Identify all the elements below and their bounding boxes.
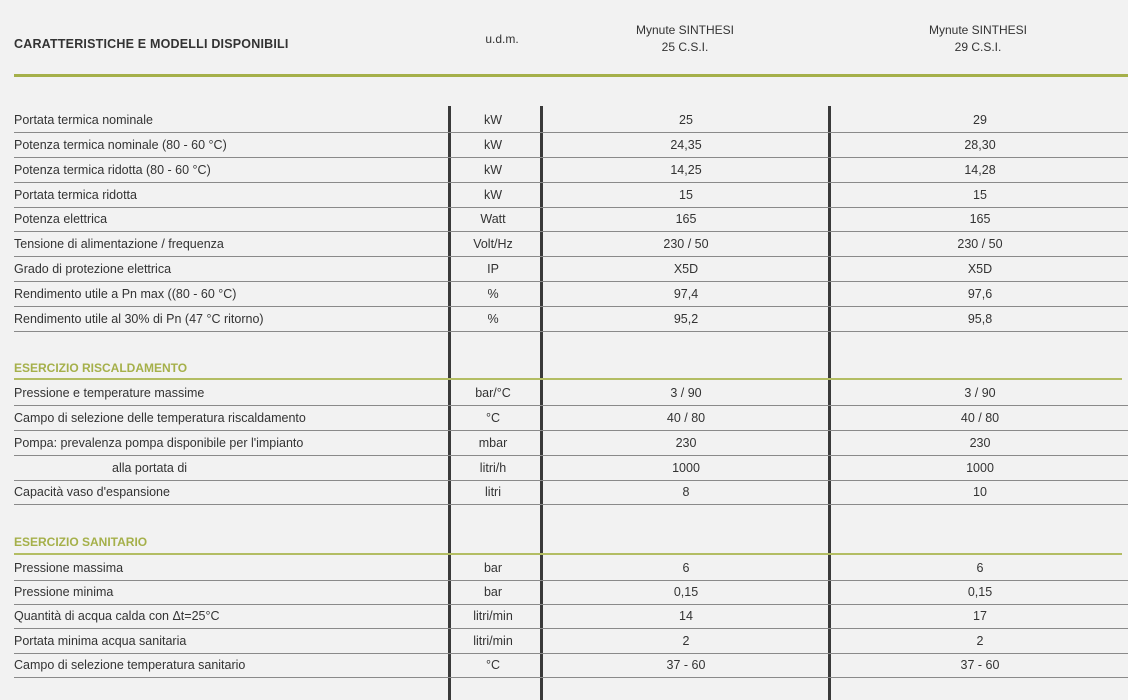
row-value-model2: 3 / 90 — [964, 386, 996, 400]
row-value-model2: 15 — [973, 188, 987, 202]
row-value-model1: 14,25 — [670, 163, 702, 177]
table-row — [14, 282, 1128, 307]
table-row — [14, 406, 1128, 431]
row-value-model1: 37 - 60 — [666, 658, 706, 672]
row-value-model2: 6 — [976, 561, 984, 575]
row-value-model2: 1000 — [966, 461, 994, 475]
row-label: Pompa: prevalenza pompa disponibile per l'impianto — [14, 436, 304, 450]
row-label: Quantità di acqua calda con Δt=25°C — [14, 609, 220, 623]
table-row — [14, 431, 1128, 456]
row-value-model1: 40 / 80 — [666, 411, 706, 425]
row-value-model2: 97,6 — [967, 287, 993, 301]
row-value-model1: 6 — [682, 561, 690, 575]
row-value-model2: 0,15 — [967, 585, 993, 599]
row-value-model1: 15 — [679, 188, 693, 202]
section-title-sanitary: ESERCIZIO SANITARIO — [14, 535, 148, 549]
row-value-model1: 3 / 90 — [670, 386, 702, 400]
row-label: Rendimento utile a Pn max ((80 - 60 °C) — [14, 287, 237, 301]
row-unit: litri/min — [473, 609, 513, 623]
row-unit: Volt/Hz — [473, 237, 513, 251]
row-label: Rendimento utile al 30% di Pn (47 °C ritorno) — [14, 312, 264, 326]
row-unit: bar — [483, 561, 503, 575]
row-unit: bar — [483, 585, 503, 599]
table-row — [14, 183, 1128, 208]
table-row — [14, 556, 1128, 581]
table-row — [14, 158, 1128, 183]
row-value-model2: 230 — [969, 436, 991, 450]
row-label: Tensione di alimentazione / frequenza — [14, 237, 224, 251]
row-unit: IP — [487, 262, 499, 276]
row-label: alla portata di — [112, 461, 188, 475]
row-label: Pressione e temperature massime — [14, 386, 205, 400]
row-value-model1: 2 — [682, 634, 690, 648]
row-value-model2: 37 - 60 — [960, 658, 1000, 672]
row-value-model1: 0,15 — [673, 585, 699, 599]
row-value-model1: 25 — [679, 113, 693, 127]
row-value-model2: 17 — [973, 609, 987, 623]
row-value-model2: 10 — [973, 485, 987, 499]
row-value-model1: 165 — [675, 212, 697, 226]
row-label: Potenza elettrica — [14, 212, 108, 226]
row-unit: °C — [485, 658, 501, 672]
table-row — [14, 133, 1128, 158]
row-unit: Watt — [480, 212, 506, 226]
row-value-model2: 230 / 50 — [957, 237, 1003, 251]
table-title: CARATTERISTICHE E MODELLI DISPONIBILI — [14, 37, 289, 51]
row-value-model1: 14 — [679, 609, 693, 623]
row-unit: kW — [483, 113, 503, 127]
udm-header: u.d.m. — [485, 32, 519, 46]
row-value-model1: 1000 — [672, 461, 700, 475]
row-value-model1: 24,35 — [670, 138, 702, 152]
row-label: Pressione minima — [14, 585, 114, 599]
section-title-heating: ESERCIZIO RISCALDAMENTO — [14, 361, 188, 375]
row-value-model1: 95,2 — [673, 312, 699, 326]
table-row — [14, 653, 1128, 678]
header-divider — [14, 74, 1128, 77]
model1-code: 25 C.S.I. — [661, 40, 709, 54]
row-unit: % — [487, 287, 499, 301]
table-row — [14, 232, 1128, 257]
model1-header — [540, 22, 830, 56]
row-unit: mbar — [478, 436, 508, 450]
table-row — [14, 604, 1128, 629]
row-label: Grado di protezione elettrica — [14, 262, 172, 276]
row-unit: bar/°C — [475, 386, 511, 400]
model1-name: Mynute SINTHESI — [635, 23, 735, 37]
row-unit: kW — [483, 163, 503, 177]
row-value-model2: 40 / 80 — [960, 411, 1000, 425]
row-value-model2: X5D — [967, 262, 993, 276]
model2-name: Mynute SINTHESI — [928, 23, 1028, 37]
table-row — [14, 381, 1128, 406]
table-row — [14, 580, 1128, 605]
row-unit: litri/min — [473, 634, 513, 648]
row-unit: kW — [483, 188, 503, 202]
row-unit: °C — [485, 411, 501, 425]
row-value-model1: X5D — [673, 262, 699, 276]
table-row — [14, 456, 1128, 481]
row-unit: litri/h — [479, 461, 507, 475]
row-label: Portata termica ridotta — [14, 188, 137, 202]
model2-header — [830, 22, 1126, 56]
row-value-model1: 97,4 — [673, 287, 699, 301]
row-value-model2: 95,8 — [967, 312, 993, 326]
row-value-model2: 28,30 — [964, 138, 996, 152]
table-row — [14, 257, 1128, 282]
row-value-model1: 230 / 50 — [663, 237, 709, 251]
table-row — [14, 480, 1128, 505]
row-label: Pressione massima — [14, 561, 124, 575]
row-label: Potenza termica ridotta (80 - 60 °C) — [14, 163, 211, 177]
table-row — [14, 207, 1128, 232]
row-value-model2: 165 — [969, 212, 991, 226]
row-value-model1: 8 — [682, 485, 690, 499]
row-label: Portata termica nominale — [14, 113, 153, 127]
row-label: Campo di selezione delle temperatura riscaldamento — [14, 411, 306, 425]
row-value-model2: 29 — [973, 113, 987, 127]
table-row — [14, 307, 1128, 332]
row-label: Capacità vaso d'espansione — [14, 485, 170, 499]
row-label: Portata minima acqua sanitaria — [14, 634, 187, 648]
row-value-model2: 14,28 — [964, 163, 996, 177]
table-row — [14, 629, 1128, 654]
table-row — [14, 108, 1128, 133]
section-divider — [14, 553, 1122, 555]
row-unit: kW — [483, 138, 503, 152]
row-label: Campo di selezione temperatura sanitario — [14, 658, 246, 672]
row-unit: % — [487, 312, 499, 326]
row-label: Potenza termica nominale (80 - 60 °C) — [14, 138, 227, 152]
row-value-model2: 2 — [976, 634, 984, 648]
row-unit: litri — [485, 485, 501, 499]
section-divider — [14, 378, 1122, 380]
model2-code: 29 C.S.I. — [954, 40, 1002, 54]
row-value-model1: 230 — [675, 436, 697, 450]
